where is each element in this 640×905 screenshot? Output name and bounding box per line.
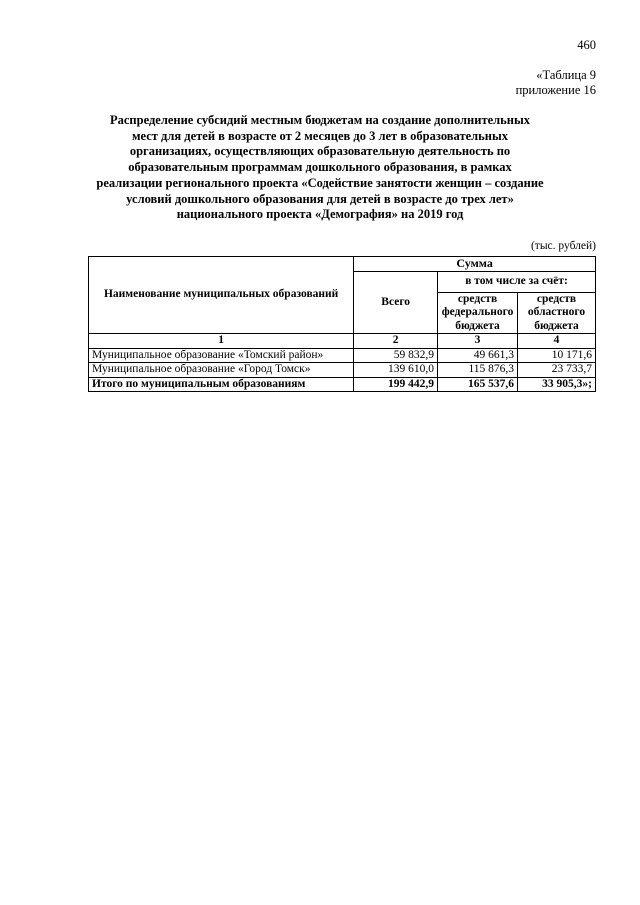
- appendix-label: приложение 16: [515, 83, 596, 97]
- page-number: 460: [577, 38, 596, 52]
- amount-regional: 23 733,7: [518, 363, 596, 378]
- header-row: [89, 257, 596, 272]
- table-row: [89, 363, 596, 378]
- title-line: реализации регионального проекта «Содействие занятости женщин – создание: [96, 175, 544, 190]
- appendix-table-label: «Таблица 9: [536, 68, 596, 82]
- units-label: (тыс. рублей): [530, 240, 596, 252]
- document-title: [80, 113, 560, 223]
- table-row: [89, 348, 596, 363]
- totals-amount-regional: 33 905,3»;: [518, 377, 596, 392]
- title-line: условий дошкольного образования для детей в возрасте до трех лет»: [126, 191, 514, 206]
- header-federal: средств федерального бюджета: [438, 292, 518, 334]
- municipality-name: Муниципальное образование «Томский район»: [89, 348, 354, 363]
- totals-row: [89, 377, 596, 392]
- amount-federal: 115 876,3: [438, 363, 518, 378]
- totals-amount-federal: 165 537,6: [438, 377, 518, 392]
- header-sum: Сумма: [354, 257, 596, 272]
- title-line: образовательным программам дошкольного образования, в рамках: [128, 160, 512, 175]
- column-index: 1: [89, 334, 354, 349]
- title-line: организациях, осуществляющих образовательную деятельность по: [129, 144, 511, 159]
- header-municipality: Наименование муниципальных образований: [89, 257, 354, 334]
- appendix-reference: [516, 68, 596, 98]
- column-index-row: [89, 334, 596, 349]
- amount-federal: 49 661,3: [438, 348, 518, 363]
- column-index: 4: [518, 334, 596, 349]
- municipality-name: Муниципальное образование «Город Томск»: [89, 363, 354, 378]
- title-line: Распределение субсидий местным бюджетам на создание дополнительных: [110, 113, 530, 127]
- title-line: мест для детей в возрасте от 2 месяцев до 3 лет в образовательных: [132, 128, 508, 143]
- totals-label: Итого по муниципальным образованиям: [89, 377, 354, 392]
- header-including: в том числе за счёт:: [438, 271, 596, 292]
- title-line: национального проекта «Демография» на 2019 год: [176, 207, 464, 222]
- amount-total: 59 832,9: [354, 348, 438, 363]
- column-index: 3: [438, 334, 518, 349]
- header-regional: средств областного бюджета: [518, 292, 596, 334]
- amount-regional: 10 171,6: [518, 348, 596, 363]
- column-index: 2: [354, 334, 438, 349]
- subsidy-table: [88, 256, 596, 392]
- amount-total: 139 610,0: [354, 363, 438, 378]
- totals-amount-total: 199 442,9: [354, 377, 438, 392]
- header-total: Всего: [354, 271, 438, 334]
